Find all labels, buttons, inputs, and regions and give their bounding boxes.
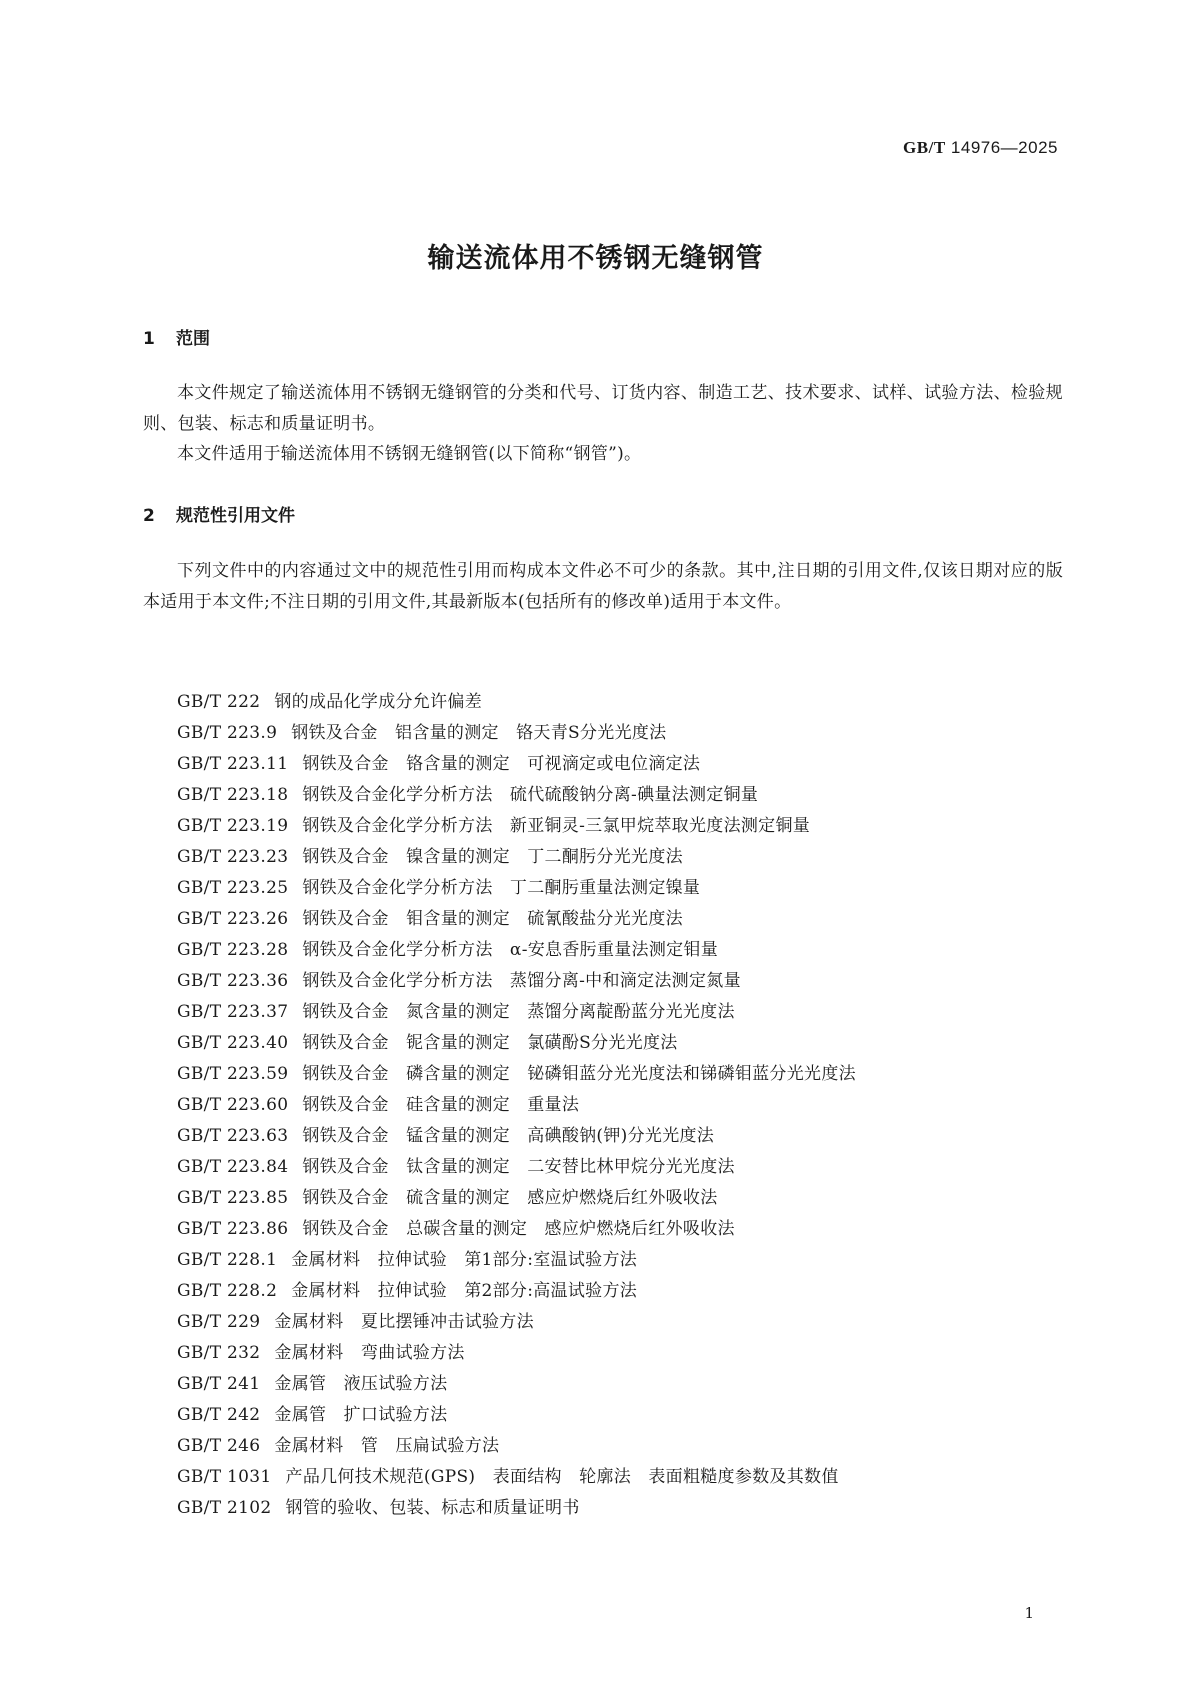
reference-title: 钢铁及合金化学分析方法 蒸馏分离-中和滴定法测定氮量 <box>302 971 741 991</box>
reference-title: 金属材料 夏比摆锤冲击试验方法 <box>274 1312 534 1332</box>
reference-item <box>177 842 856 873</box>
reference-item <box>177 966 856 997</box>
reference-code: GB/T 223.18 <box>177 785 289 805</box>
reference-item <box>177 1245 856 1276</box>
standard-number: 14976—2025 <box>950 138 1058 157</box>
reference-title: 钢铁及合金 硫含量的测定 感应炉燃烧后红外吸收法 <box>302 1188 718 1208</box>
reference-code: GB/T 223.25 <box>177 878 289 898</box>
reference-code: GB/T 228.1 <box>177 1250 278 1270</box>
reference-item <box>177 904 856 935</box>
reference-code: GB/T 1031 <box>177 1467 272 1487</box>
reference-title: 钢铁及合金 硅含量的测定 重量法 <box>302 1095 580 1115</box>
reference-code: GB/T 223.36 <box>177 971 289 991</box>
reference-code: GB/T 2102 <box>177 1498 272 1518</box>
reference-item <box>177 1276 856 1307</box>
reference-title: 金属管 液压试验方法 <box>274 1374 448 1394</box>
reference-item <box>177 1400 856 1431</box>
reference-title: 钢铁及合金 磷含量的测定 铋磷钼蓝分光光度法和锑磷钼蓝分光光度法 <box>302 1064 856 1084</box>
reference-item <box>177 1214 856 1245</box>
reference-code: GB/T 223.63 <box>177 1126 289 1146</box>
reference-code: GB/T 223.28 <box>177 940 289 960</box>
reference-item <box>177 1059 856 1090</box>
reference-title: 钢铁及合金 氮含量的测定 蒸馏分离靛酚蓝分光光度法 <box>302 1002 735 1022</box>
reference-title: 钢铁及合金 锰含量的测定 高碘酸钠(钾)分光光度法 <box>302 1126 715 1146</box>
reference-item <box>177 780 856 811</box>
reference-code: GB/T 223.60 <box>177 1095 289 1115</box>
reference-code: GB/T 222 <box>177 692 261 712</box>
reference-item <box>177 935 856 966</box>
reference-title: 钢铁及合金化学分析方法 丁二酮肟重量法测定镍量 <box>302 878 701 898</box>
reference-code: GB/T 223.40 <box>177 1033 289 1053</box>
section-heading-normative-references <box>143 501 295 526</box>
reference-title: 金属管 扩口试验方法 <box>274 1405 448 1425</box>
reference-title: 钢铁及合金化学分析方法 α-安息香肟重量法测定钼量 <box>302 940 719 960</box>
reference-code: GB/T 241 <box>177 1374 261 1394</box>
reference-code: GB/T 246 <box>177 1436 261 1456</box>
reference-title: 金属材料 管 压扁试验方法 <box>274 1436 500 1456</box>
reference-title: 金属材料 拉伸试验 第2部分:高温试验方法 <box>291 1281 638 1301</box>
section-number: 1 <box>143 329 155 349</box>
reference-item <box>177 1183 856 1214</box>
reference-code: GB/T 228.2 <box>177 1281 278 1301</box>
reference-code: GB/T 223.85 <box>177 1188 289 1208</box>
reference-title: 钢铁及合金化学分析方法 新亚铜灵-三氯甲烷萃取光度法测定铜量 <box>302 816 811 836</box>
reference-item <box>177 1431 856 1462</box>
reference-title: 钢铁及合金 钼含量的测定 硫氰酸盐分光光度法 <box>302 909 683 929</box>
reference-list <box>177 687 856 1524</box>
reference-item <box>177 687 856 718</box>
reference-code: GB/T 223.26 <box>177 909 289 929</box>
reference-item <box>177 1307 856 1338</box>
reference-code: GB/T 232 <box>177 1343 261 1363</box>
standard-prefix: GB/T <box>903 138 946 157</box>
standard-code <box>903 138 1058 158</box>
scope-paragraph-1: 本文件规定了输送流体用不锈钢无缝钢管的分类和代号、订货内容、制造工艺、技术要求、试样、试验方法、检验规则、包装、标志和质量证明书。 <box>143 383 1063 434</box>
reference-item <box>177 1493 856 1524</box>
reference-title: 钢铁及合金化学分析方法 硫代硫酸钠分离-碘量法测定铜量 <box>302 785 759 805</box>
reference-code: GB/T 223.23 <box>177 847 289 867</box>
document-title: 输送流体用不锈钢无缝钢管 <box>427 243 764 274</box>
reference-code: GB/T 223.86 <box>177 1219 289 1239</box>
reference-code: GB/T 223.37 <box>177 1002 289 1022</box>
reference-code: GB/T 223.19 <box>177 816 289 836</box>
reference-title: 钢管的验收、包装、标志和质量证明书 <box>285 1498 580 1518</box>
reference-code: GB/T 242 <box>177 1405 261 1425</box>
reference-code: GB/T 223.11 <box>177 754 289 774</box>
reference-item <box>177 1462 856 1493</box>
references-intro-paragraph: 下列文件中的内容通过文中的规范性引用而构成本文件必不可少的条款。其中,注日期的引用文件,仅该日期对应的版本适用于本文件;不注日期的引用文件,其最新版本(包括所有的修改单)适用于本文件。 <box>143 561 1063 612</box>
reference-item <box>177 997 856 1028</box>
reference-title: 钢铁及合金 铝含量的测定 铬天青S分光光度法 <box>291 723 667 743</box>
reference-code: GB/T 229 <box>177 1312 261 1332</box>
reference-title: 钢铁及合金 铌含量的测定 氯磺酚S分光光度法 <box>302 1033 678 1053</box>
reference-item <box>177 718 856 749</box>
reference-title: 钢铁及合金 钛含量的测定 二安替比林甲烷分光光度法 <box>302 1157 735 1177</box>
page-number: 1 <box>1024 1604 1034 1622</box>
reference-code: GB/T 223.59 <box>177 1064 289 1084</box>
reference-item <box>177 1121 856 1152</box>
reference-item <box>177 811 856 842</box>
reference-item <box>177 1338 856 1369</box>
reference-title: 金属材料 弯曲试验方法 <box>274 1343 465 1363</box>
reference-item <box>177 1369 856 1400</box>
reference-item <box>177 1090 856 1121</box>
section-number: 2 <box>143 506 155 526</box>
reference-code: GB/T 223.9 <box>177 723 278 743</box>
scope-paragraph-2: 本文件适用于输送流体用不锈钢无缝钢管(以下简称“钢管”)。 <box>177 444 642 464</box>
reference-title: 金属材料 拉伸试验 第1部分:室温试验方法 <box>291 1250 638 1270</box>
reference-title: 钢的成品化学成分允许偏差 <box>274 692 482 712</box>
section-title: 范围 <box>176 329 210 349</box>
reference-title: 产品几何技术规范(GPS) 表面结构 轮廓法 表面粗糙度参数及其数值 <box>285 1467 839 1487</box>
reference-item <box>177 1028 856 1059</box>
section-heading-scope <box>143 324 210 349</box>
section-title: 规范性引用文件 <box>176 506 295 526</box>
reference-title: 钢铁及合金 总碳含量的测定 感应炉燃烧后红外吸收法 <box>302 1219 735 1239</box>
reference-title: 钢铁及合金 镍含量的测定 丁二酮肟分光光度法 <box>302 847 683 867</box>
reference-item <box>177 749 856 780</box>
reference-title: 钢铁及合金 铬含量的测定 可视滴定或电位滴定法 <box>302 754 701 774</box>
reference-item <box>177 873 856 904</box>
reference-code: GB/T 223.84 <box>177 1157 289 1177</box>
reference-item <box>177 1152 856 1183</box>
